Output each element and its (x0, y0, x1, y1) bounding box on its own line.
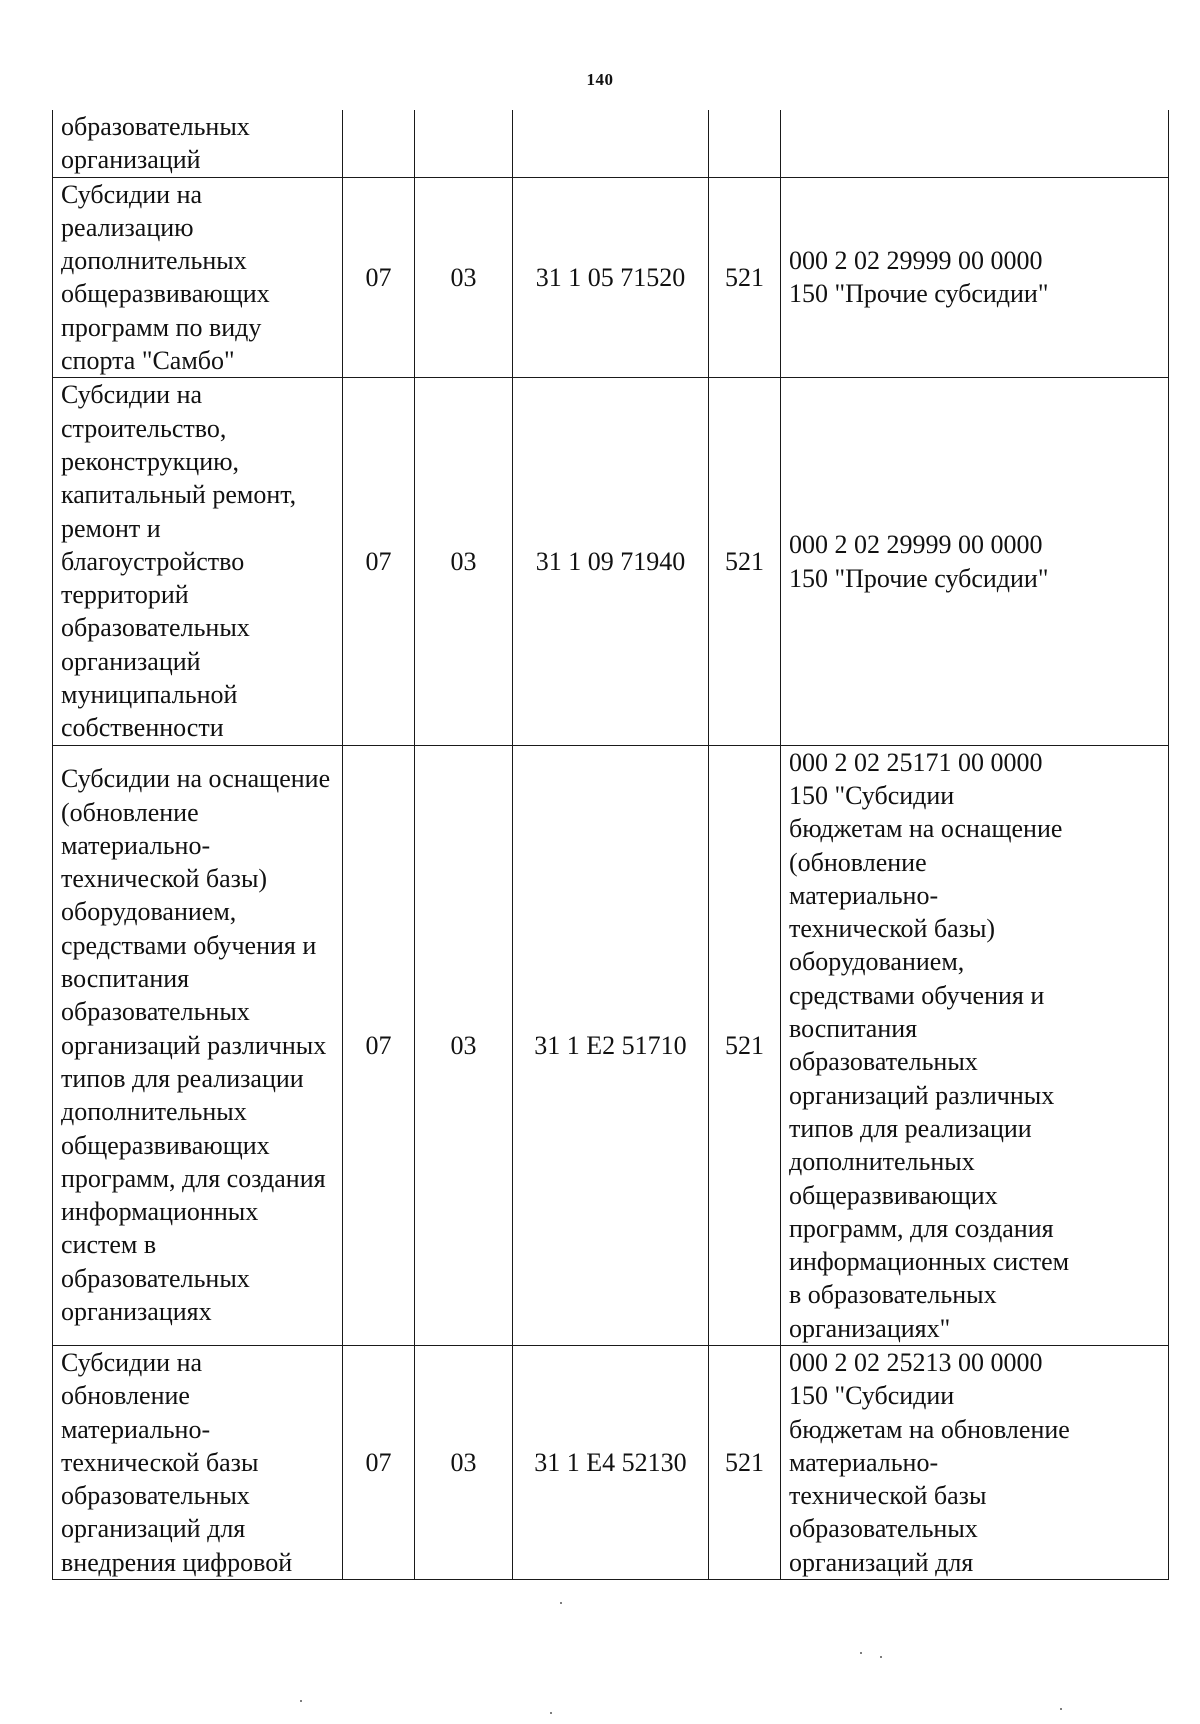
revenue-code-line: материально- (789, 880, 939, 910)
expense-name-line: образовательных (61, 613, 250, 643)
revenue-code-line: технической базы) (789, 914, 996, 944)
expense-name-line: технической базы (61, 1447, 259, 1477)
expense-name-line: образовательных (61, 997, 250, 1027)
expense-name-line: (обновление (61, 797, 199, 827)
expense-name-line: образовательных (61, 1481, 250, 1511)
section-code-cell: 07 (343, 745, 415, 1345)
subsection-code-cell: 03 (415, 378, 513, 745)
subsection-code-cell: 03 (415, 745, 513, 1345)
revenue-code-line: средствами обучения и (789, 980, 1045, 1010)
scan-speck (860, 1652, 862, 1654)
expense-name-line: Субсидии на (61, 380, 203, 410)
revenue-code-line: организаций различных (789, 1080, 1055, 1110)
expense-name-line: средствами обучения и (61, 930, 317, 960)
expense-name-line: реализацию (61, 212, 194, 242)
subsection-code-cell (415, 110, 513, 177)
expense-name-line: материально- (61, 830, 211, 860)
expense-type-code-cell (709, 110, 781, 177)
revenue-code-line: типов для реализации (789, 1113, 1032, 1143)
revenue-code-line: общеразвивающих (789, 1180, 998, 1210)
revenue-code-line: 000 2 02 29999 00 0000 (789, 246, 1043, 276)
expense-name-line: оборудованием, (61, 897, 237, 927)
revenue-code-line: технической базы (789, 1481, 987, 1511)
table-row (53, 378, 1169, 745)
expense-name-line: программ по виду (61, 312, 262, 342)
expense-name-line: муниципальной (61, 680, 238, 710)
expense-name-line: общеразвивающих (61, 1130, 270, 1160)
table-body (53, 110, 1169, 1580)
table-row (53, 177, 1169, 378)
table-row (53, 745, 1169, 1345)
expense-name-line: организаций (61, 646, 201, 676)
expense-type-code-cell: 521 (709, 745, 781, 1345)
page-number: 140 (586, 70, 614, 89)
revenue-code-cell (781, 378, 1169, 745)
subsection-code-cell: 03 (415, 1345, 513, 1579)
expense-name-line: Субсидии на (61, 1347, 203, 1377)
expense-name-cell (53, 745, 343, 1345)
revenue-code-line: 000 2 02 25171 00 0000 (789, 747, 1043, 777)
expense-name-line: дополнительных (61, 1097, 247, 1127)
expense-name-line: территорий (61, 580, 189, 610)
expense-name-line: собственности (61, 713, 224, 743)
expense-name-line: образовательных (61, 1263, 250, 1293)
revenue-code-line: оборудованием, (789, 947, 965, 977)
expense-name-line: организациях (61, 1297, 212, 1327)
target-item-code-cell (513, 110, 709, 177)
budget-classification-table (52, 110, 1169, 1580)
expense-name-line: внедрения цифровой (61, 1547, 293, 1577)
revenue-code-line: бюджетам на обновление (789, 1414, 1070, 1444)
expense-name-line: Субсидии на (61, 179, 203, 209)
expense-type-code-cell: 521 (709, 1345, 781, 1579)
revenue-code-line: организациях" (789, 1313, 951, 1343)
expense-name-line: общеразвивающих (61, 279, 270, 309)
scan-speck (880, 1656, 882, 1658)
revenue-code-line: дополнительных (789, 1147, 975, 1177)
expense-name-line: воспитания (61, 964, 190, 994)
target-item-code-cell: 31 1 09 71940 (513, 378, 709, 745)
revenue-code-cell (781, 177, 1169, 378)
expense-name-line: программ, для создания (61, 1163, 326, 1193)
target-item-code-cell: 31 1 05 71520 (513, 177, 709, 378)
expense-name-line: капитальный ремонт, (61, 480, 297, 510)
expense-name-line: образовательных (61, 112, 250, 141)
revenue-code-line: программ, для создания (789, 1213, 1054, 1243)
target-item-code-cell: 31 1 E2 51710 (513, 745, 709, 1345)
revenue-code-line: 150 "Прочие субсидии" (789, 279, 1049, 309)
expense-name-cell (53, 1345, 343, 1579)
section-code-cell: 07 (343, 177, 415, 378)
scan-speck (560, 1602, 562, 1604)
scan-speck (1060, 1708, 1062, 1710)
revenue-code-line: материально- (789, 1447, 939, 1477)
expense-name-line: организаций (61, 145, 201, 175)
subsection-code-cell: 03 (415, 177, 513, 378)
scan-speck (300, 1700, 302, 1702)
scan-speck (550, 1712, 552, 1714)
revenue-code-line: образовательных (789, 1514, 978, 1544)
revenue-code-line: организаций для (789, 1547, 974, 1577)
revenue-code-cell (781, 745, 1169, 1345)
expense-name-line: Субсидии на оснащение (61, 764, 331, 794)
revenue-code-line: 150 "Субсидии (789, 780, 955, 810)
revenue-code-line: 150 "Субсидии (789, 1381, 955, 1411)
revenue-code-line: 000 2 02 25213 00 0000 (789, 1347, 1043, 1377)
section-code-cell: 07 (343, 378, 415, 745)
section-code-cell (343, 110, 415, 177)
expense-name-cell (53, 110, 343, 177)
target-item-code-cell: 31 1 E4 52130 (513, 1345, 709, 1579)
expense-name-line: организаций для (61, 1514, 246, 1544)
expense-name-line: спорта "Самбо" (61, 346, 235, 376)
expense-name-line: систем в (61, 1230, 157, 1260)
expense-name-line: ремонт и (61, 513, 161, 543)
expense-name-line: строительство, (61, 413, 227, 443)
section-code-cell: 07 (343, 1345, 415, 1579)
revenue-code-cell (781, 110, 1169, 177)
revenue-code-line: 000 2 02 29999 00 0000 (789, 530, 1043, 560)
revenue-code-line: образовательных (789, 1047, 978, 1077)
expense-name-cell (53, 378, 343, 745)
revenue-code-line: информационных систем (789, 1247, 1070, 1277)
expense-name-cell (53, 177, 343, 378)
revenue-code-line: (обновление (789, 847, 927, 877)
expense-type-code-cell: 521 (709, 378, 781, 745)
expense-name-line: технической базы) (61, 864, 268, 894)
table-row (53, 1345, 1169, 1579)
table-row (53, 110, 1169, 177)
expense-name-line: типов для реализации (61, 1063, 304, 1093)
expense-name-line: материально- (61, 1414, 211, 1444)
revenue-code-line: бюджетам на оснащение (789, 814, 1063, 844)
revenue-code-line: в образовательных (789, 1280, 997, 1310)
revenue-code-line: 150 "Прочие субсидии" (789, 563, 1049, 593)
expense-name-line: благоустройство (61, 546, 245, 576)
revenue-code-cell (781, 1345, 1169, 1579)
expense-name-line: информационных (61, 1197, 259, 1227)
expense-name-line: организаций различных (61, 1030, 327, 1060)
revenue-code-line: воспитания (789, 1014, 918, 1044)
expense-name-line: реконструкцию, (61, 446, 240, 476)
expense-name-line: дополнительных (61, 246, 247, 276)
expense-name-line: обновление (61, 1381, 190, 1411)
expense-type-code-cell: 521 (709, 177, 781, 378)
